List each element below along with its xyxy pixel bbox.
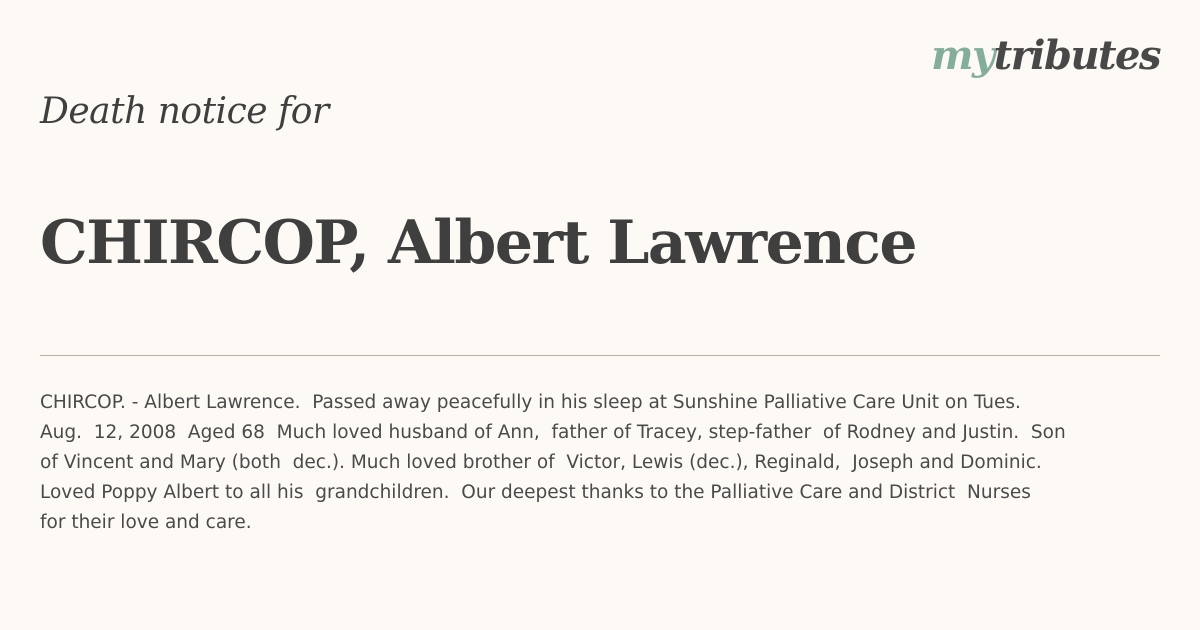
notice-text [40,388,1150,538]
mytributes-logo[interactable] [931,32,1160,79]
notice-line: of Vincent and Mary (both dec.). Much loved brother of Victor, Lewis (dec.), Reginald, Joseph and Dominic. [40,452,1042,473]
notice-line: Aug. 12, 2008 Aged 68 Much loved husband of Ann, father of Tracey, step-father of Rodney and Justin. Son [40,422,1066,443]
logo-my-text: my [931,32,994,79]
notice-line: CHIRCOP. - Albert Lawrence. Passed away peacefully in his sleep at Sunshine Palliative Care Unit on Tues. [40,392,1021,413]
deceased-name: CHIRCOP, Albert Lawrence [40,208,917,278]
death-notice-kicker: Death notice for [40,91,329,132]
divider [40,355,1160,356]
notice-line: Loved Poppy Albert to all his grandchildren. Our deepest thanks to the Palliative Care and District Nurses [40,482,1031,503]
logo-tributes-text: tributes [993,32,1160,79]
notice-line: for their love and care. [40,512,252,533]
